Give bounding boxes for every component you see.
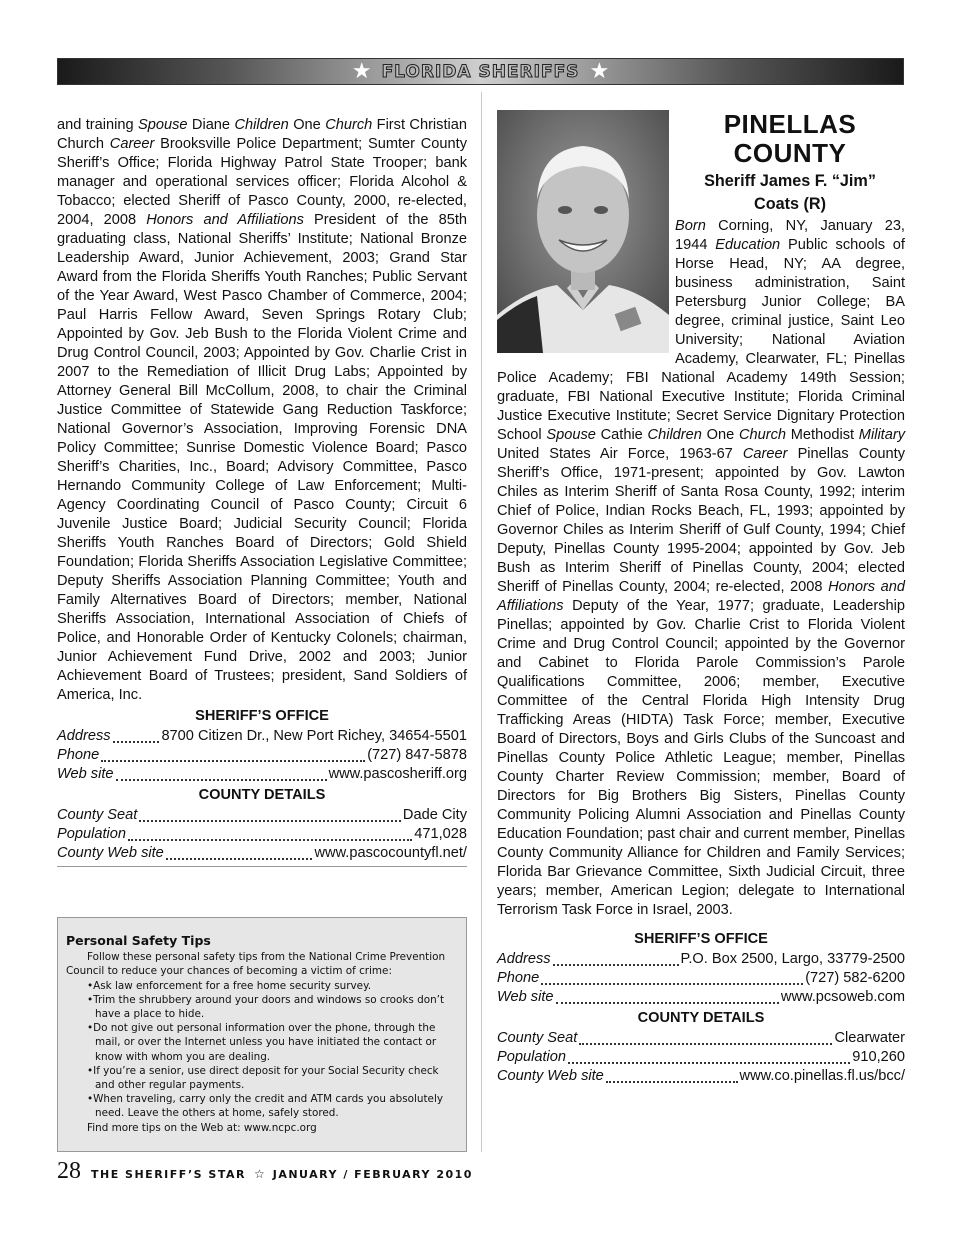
tip-item: • If you’re a senior, use direct deposit for your Social Security check and other regular payments. [87,1064,456,1092]
text-run: Pinellas County Sheriff’s Office, 1971-present; appointed by Gov. Lawton Chiles as Interim Sheriff of Santa Rosa County, 1992; interim Chief of Police, Indian Rocks Beach, FL, 1993; appointed by Governor Chiles as Interim Sheriff of Gulf County, 1994; Chief Deputy, Pinellas County 1995-2004; appointed by Gov. Jeb Bush as Interim Sheriff of Pinellas County, 2004; elected Sheriff of Pinellas County, 2004; re-elected, 2008 [497,446,905,595]
detail-row [57,806,467,825]
county-list [57,806,467,863]
leader-dots [113,741,160,743]
leader-dots [101,760,365,762]
detail-value: 910,260 [852,1049,905,1065]
detail-value: www.pcsoweb.com [780,989,905,1005]
field-label: Children [234,117,289,133]
detail-value: www.pascosheriff.org [328,766,467,782]
detail-label: Address [57,728,111,744]
detail-row [57,825,467,844]
spacer [497,920,905,928]
detail-row [497,988,905,1007]
detail-value: Clearwater [834,1030,905,1046]
detail-row [497,1048,905,1067]
detail-value: 8700 Citizen Dr., New Port Richey, 34654-5501 [161,728,467,744]
text-run: United States Air Force, 1963-67 [497,446,743,462]
office-list [57,727,467,784]
detail-label: County Web site [57,845,164,861]
text-run: President of the 85th graduating class, National Sheriffs’ Institute; National Bronze Leadership Award, Junior Achievement, 2003; Grand Star Award from the Florida Sheriffs Youth Ranches; Public Servant of the Year Award, West Pasco Chamber of Commerce, 2004; Paul Harris Fellow Award, Seven Springs Rotary Club; Appointed by Gov. Jeb Bush to the Florida Violent Crime and Drug Control Council, 2003; Appointed by Gov. Charlie Crist in 2007 to the Remediation of Illicit Drug Labs; Appointed by Attorney General Bill McCollum, 2008, to chair the Criminal Justice Committee of Statewide Gang Reduction Taskforce; National Governor’s Association, Improving Forensic DNA Policy Committee; Sunrise Domestic Violence Board; Pasco Sheriff’s Charities, Inc., Board; Advisory Committee, Pasco Hernando Community College of Law Enforcement; Multi-Agency Coordinating Council of Pasco County; Circuit 6 Juvenile Justice Board; Judicial Security Council; Florida Sheriffs Youth Ranches Board of Directors; Gold Shield Foundation; Florida Sheriffs Association Legislative Committee; Deputy Sheriffs Association Planning Committee; Youth and Family Alternatives Board of Directors; member, National Sheriffs Association, International Association of Chiefs of Police, and Honorable Order of Kentucky Colonels; chairman, Junior Achievement Fund Drive, 2002 and 2003; Junior Achievement Board of Trustees; president, Sand Soldiers of America, Inc. [57,212,467,703]
detail-label: County Seat [497,1030,578,1046]
county-title-line-1: PINELLAS [723,109,857,139]
field-label: Children [647,427,702,443]
text-run: First Christian Church [57,117,467,152]
leader-dots [553,964,679,966]
field-label: Military [858,427,906,443]
detail-label: Phone [57,747,100,763]
detail-row [497,969,905,988]
star-icon: ★ [351,58,372,84]
detail-row [497,1029,905,1048]
office-heading: SHERIFF’S OFFICE [195,708,329,724]
safety-tips-box [57,917,467,1152]
office-heading: SHERIFF’S OFFICE [634,931,768,947]
text-run: Cathie [595,427,648,443]
text-run: Brooksville Police Department; Sumter County Sheriff’s Office; Florida Highway Patrol State Trooper; bank manager and operational services officer; Florida Alcohol & Tobacco; elected Sheriff of Pasco County, 2000, re-elected, 2004, 2008 [57,136,467,228]
tips-intro: Follow these personal safety tips from the National Crime Prevention Council to reduce your chances of becoming a victim of crime: [66,951,446,978]
detail-row [57,765,467,784]
field-label: Honors and Affiliations [497,579,905,614]
portrait-image [497,110,669,353]
field-label: Spouse [138,117,188,133]
sheriff-name-line-1: Sheriff James F. “Jim” [704,172,876,190]
leader-dots [116,779,327,781]
publication-name: THE SHERIFF’S STAR [91,1168,246,1181]
right-column [497,110,905,1086]
section-title: FLORIDA SHERIFFS [381,61,580,82]
field-label: Church [738,427,787,443]
detail-value: (727) 582-6200 [805,970,905,986]
detail-value: www.pascocountyfl.net/ [314,845,467,861]
column-divider [481,92,482,1152]
left-column [57,116,467,867]
text-run: Diane [187,117,235,133]
detail-row [497,950,905,969]
tip-item: • When traveling, carry only the credit and ATM cards you absolutely need. Leave the others at home, safely stored. [87,1092,456,1120]
county-title-line-2: COUNTY [733,138,847,168]
detail-label: Population [497,1049,566,1065]
star-icon: ★ [589,58,610,84]
field-label: Education [715,237,781,253]
leader-dots [606,1081,738,1083]
pasco-bio-text [57,116,467,705]
office-list [497,950,905,1007]
county-heading: COUNTY DETAILS [637,1010,765,1026]
text-run: and training [57,117,139,133]
detail-label: Population [57,826,126,842]
detail-row [57,844,467,863]
tip-item: • Do not give out personal information over the phone, through the mail, or over the Internet unless you have initiated the contact or know with whom you are dealing. [87,1021,456,1064]
detail-value: (727) 847-5878 [367,747,467,763]
tips-find-more: Find more tips on the Web at: www.ncpc.org [87,1121,317,1134]
tip-item: • Ask law enforcement for a free home security survey. [87,979,456,993]
tips-list [66,979,456,1121]
text-run: Deputy of the Year, 1977; graduate, Leadership Pinellas; appointed by Gov. Charlie Crist to Florida Violent Crime and Drug Control Council; appointed by the Governor and Cabinet to Florida Parole Commission’s Parole Qualifications Committee, 2006; member, Executive Committee of the Central Florida High Intensity Drug Trafficking Areas (HIDTA) Task Force; member, Executive Board of Directors, Boys and Girls Clubs of the Suncoast and Pinellas County Police Athletic League; member, Pinellas County Charter Review Commission; member, Board of Directors for Big Brothers Big Sisters, Pinellas County Community Policing Alumni Association and Pinellas County Education Foundation; past chair and current member, Pinellas County Community Alliance for Children and Family Services; Florida Bar Grievance Committee, Sixth Judicial Circuit, three years; member, American Legion; delegate to International Terrorism Task Force in Israel, 2003. [497,598,905,918]
tips-title: Personal Safety Tips [66,933,211,948]
county-heading: COUNTY DETAILS [198,787,326,803]
detail-value: www.co.pinellas.fl.us/bcc/ [739,1068,905,1084]
page-number: 28 [57,1158,81,1184]
divider [57,866,467,867]
county-list [497,1029,905,1086]
leader-dots [568,1062,850,1064]
field-label: Career [109,136,155,152]
page-footer [57,1158,473,1185]
text-run: Corning, NY, January 23, 1944 [675,218,905,253]
text-run: Methodist [786,427,859,443]
detail-value: P.O. Box 2500, Largo, 33779-2500 [680,951,905,967]
text-run: Public schools of Horse Head, NY; AA degree, business administration, Saint Petersburg Junior College; BA degree, criminal justice, Saint Leo University; National Aviation Academy, Clearwater, FL; Pinellas Police Academy; FBI National Academy 149th Session; graduate, FBI National Executive Institute; Florida Criminal Justice Executive Institute; Secret Service Dignitary Protection School [497,237,905,443]
detail-label: Web site [497,989,554,1005]
leader-dots [556,1002,779,1004]
detail-row [57,746,467,765]
text-run: One [701,427,739,443]
detail-value: Dade City [402,807,467,823]
text-run: One [288,117,326,133]
sheriff-portrait-photo [497,110,669,353]
section-banner [57,58,904,85]
issue-date: JANUARY / FEBRUARY 2010 [272,1168,473,1181]
detail-row [57,727,467,746]
detail-label: County Seat [57,807,138,823]
field-label: Church [325,117,373,133]
tip-item: • Trim the shrubbery around your doors and windows so crooks don’t have a place to hide. [87,993,456,1021]
detail-label: Address [497,951,551,967]
field-label: Born [675,218,706,234]
detail-label: County Web site [497,1068,604,1084]
field-label: Spouse [546,427,596,443]
star-outline-icon: ☆ [253,1167,265,1181]
leader-dots [128,839,412,841]
detail-row [497,1067,905,1086]
field-label: Career [742,446,788,462]
detail-label: Phone [497,970,540,986]
detail-value: 471,028 [414,826,467,842]
sheriff-name-line-2: Coats (R) [754,195,826,213]
detail-label: Web site [57,766,114,782]
field-label: Honors and Affiliations [146,212,304,228]
leader-dots [139,820,401,822]
leader-dots [541,983,803,985]
leader-dots [166,858,313,860]
leader-dots [579,1043,832,1045]
